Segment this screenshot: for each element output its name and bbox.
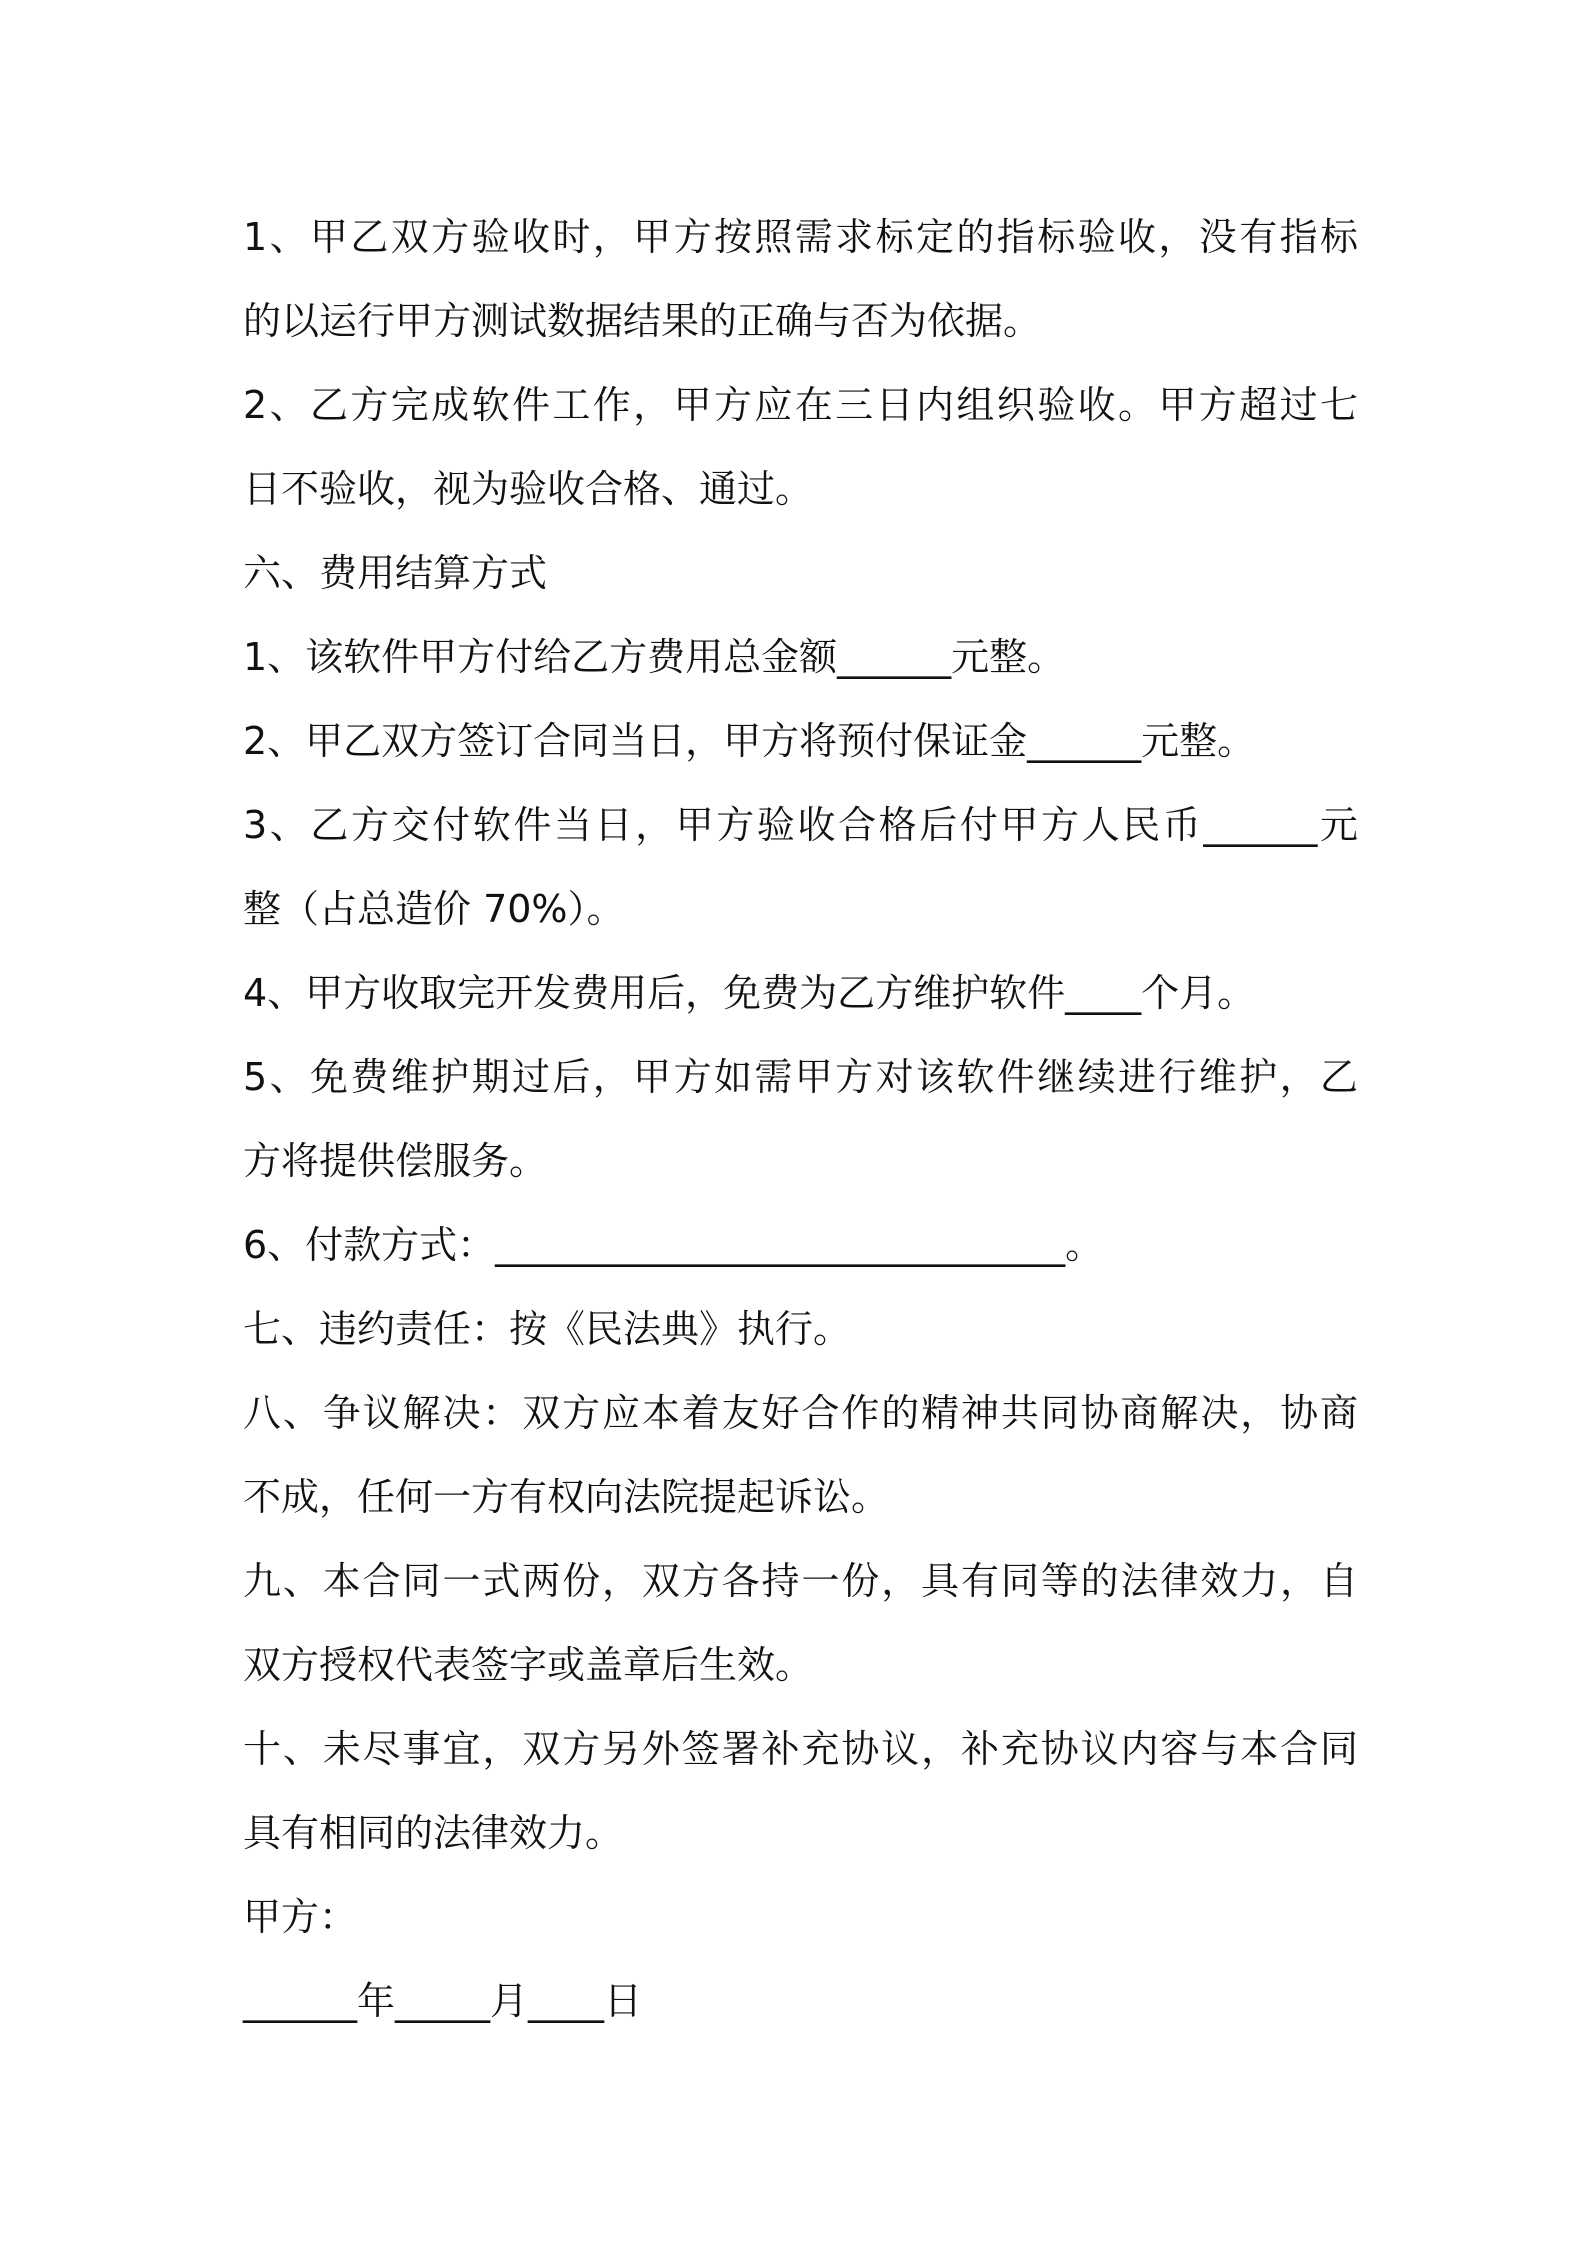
contract-body	[243, 195, 1358, 2043]
clause-fee-6-payment-method: 6、付款方式：______________________________。	[243, 1223, 1104, 1267]
clause-acceptance-1-line-1: 1、甲乙双方验收时，甲方按照需求标定的指标验收，没有指标	[243, 215, 1358, 259]
clause-acceptance-2-line-2: 日不验收，视为验收合格、通过。	[243, 467, 814, 511]
clause-fee-5-line-2: 方将提供偿服务。	[243, 1139, 548, 1183]
party-a-label: 甲方：	[243, 1895, 358, 1939]
section-supplement-line-2: 具有相同的法律效力。	[243, 1811, 624, 1855]
clause-fee-5-line-1: 5、免费维护期过后，甲方如需甲方对该软件继续进行维护，乙	[243, 1055, 1358, 1099]
section-supplement-line-1: 十、未尽事宜，双方另外签署补充协议，补充协议内容与本合同	[243, 1727, 1358, 1771]
clause-fee-2: 2、甲乙双方签订合同当日，甲方将预付保证金______元整。	[243, 719, 1256, 763]
clause-fee-1: 1、该软件甲方付给乙方费用总金额______元整。	[243, 635, 1066, 679]
section-copies-line-1: 九、本合同一式两份，双方各持一份，具有同等的法律效力，自	[243, 1559, 1358, 1603]
section-copies-line-2: 双方授权代表签字或盖章后生效。	[243, 1643, 814, 1687]
clause-fee-3-line-2: 整（占总造价 70%）。	[243, 887, 625, 931]
clause-fee-4: 4、甲方收取完开发费用后，免费为乙方维护软件____个月。	[243, 971, 1256, 1015]
clause-fee-3-line-1: 3、乙方交付软件当日，甲方验收合格后付甲方人民币______元	[243, 803, 1358, 847]
section-breach-liability: 七、违约责任：按《民法典》执行。	[243, 1307, 852, 1351]
section-dispute-line-1: 八、争议解决：双方应本着友好合作的精神共同协商解决，协商	[243, 1391, 1358, 1435]
section-heading-settlement: 六、费用结算方式	[243, 551, 548, 595]
signature-date-line: ______年_____月____日	[243, 1979, 643, 2023]
clause-acceptance-1-line-2: 的以运行甲方测试数据结果的正确与否为依据。	[243, 299, 1042, 343]
clause-acceptance-2-line-1: 2、乙方完成软件工作，甲方应在三日内组织验收。甲方超过七	[243, 383, 1358, 427]
section-dispute-line-2: 不成，任何一方有权向法院提起诉讼。	[243, 1475, 890, 1519]
